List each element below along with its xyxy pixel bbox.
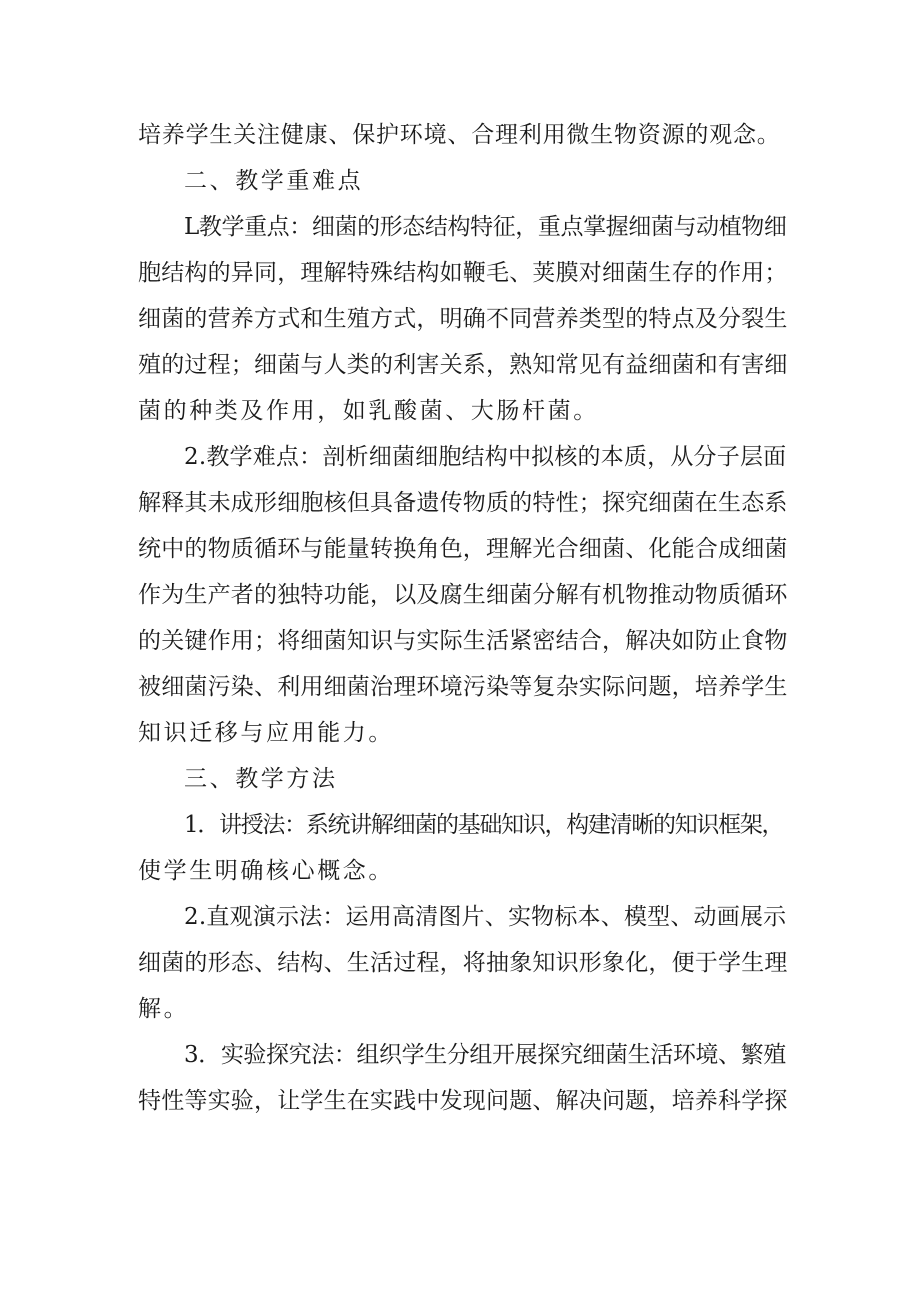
text-line: 作为生产者的独特功能，以及腐生细菌分解有机物推动物质循环 (138, 582, 788, 608)
text-line: 殖的过程；细菌与人类的利害关系，熟知常见有益细菌和有害细 (138, 352, 788, 378)
text-line: 特性等实验，让学生在实践中发现问题、解决问题，培养科学探 (138, 1088, 788, 1114)
text-line: 统中的物质循环与能量转换角色，理解光合细菌、化能合成细菌 (138, 536, 788, 562)
text-line: 胞结构的异同，理解特殊结构如鞭毛、荚膜对细菌生存的作用； (138, 260, 788, 286)
text-line: 使学生明确核心概念。 (138, 858, 394, 884)
text-line: 2.直观演示法：运用高清图片、实物标本、模型、动画展示 (184, 904, 787, 930)
text-line: 被细菌污染、利用细菌治理环境污染等复杂实际问题，培养学生 (138, 674, 788, 700)
text-line: 培养学生关注健康、保护环境、合理利用微生物资源的观念。 (138, 122, 781, 148)
text-line: 的关键作用；将细菌知识与实际生活紧密结合，解决如防止食物 (138, 628, 788, 654)
text-line: 1．讲授法：系统讲解细菌的基础知识，构建清晰的知识框架， (184, 812, 784, 838)
text-line: 知识迁移与应用能力。 (138, 720, 394, 746)
text-line: 解。 (138, 996, 190, 1022)
text-line: 细菌的形态、结构、生活过程，将抽象知识形象化，便于学生理 (138, 950, 788, 976)
text-line: L教学重点：细菌的形态结构特征，重点掌握细菌与动植物细 (184, 214, 787, 240)
text-line: 三、教学方法 (184, 766, 338, 792)
text-line: 二、教学重难点 (184, 168, 364, 194)
text-line: 3．实验探究法：组织学生分组开展探究细菌生活环境、繁殖 (184, 1042, 786, 1068)
text-line: 菌的种类及作用，如乳酸菌、大肠杆菌。 (138, 398, 599, 424)
document-body (138, 112, 788, 1124)
text-line: 细菌的营养方式和生殖方式，明确不同营养类型的特点及分裂生 (138, 306, 788, 332)
text-line: 解释其未成形细胞核但具备遗传物质的特性；探究细菌在生态系 (138, 490, 788, 516)
text-line: 2.教学难点：剖析细菌细胞结构中拟核的本质，从分子层面 (184, 444, 787, 470)
